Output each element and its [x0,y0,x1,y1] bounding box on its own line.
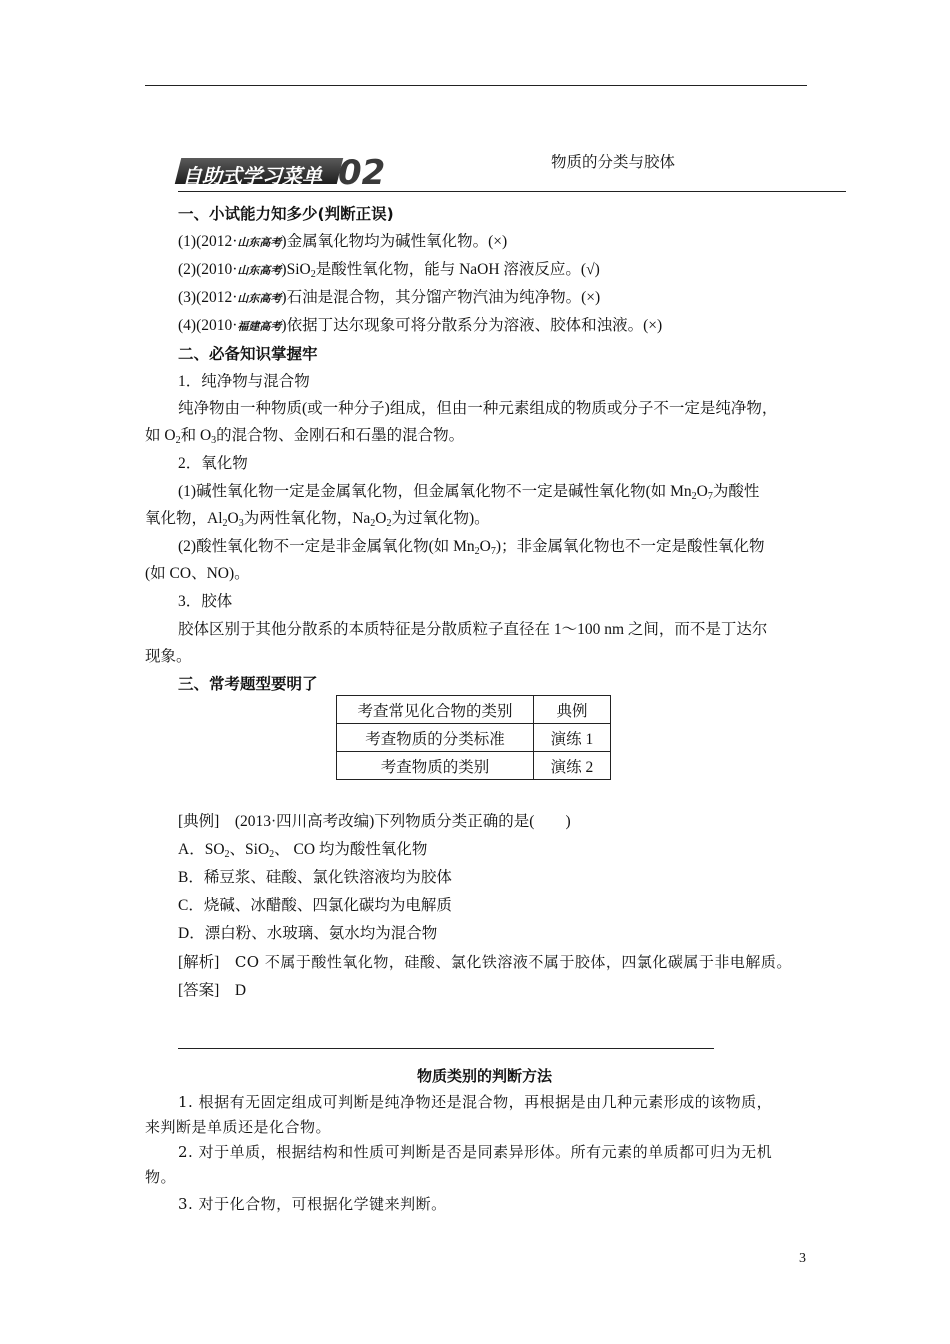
sub2-p1-line1 [178,482,759,502]
method-p2-line1: 2. 对于单质，根据结构和性质可判断是否是同素异形体。所有元素的单质都可归为无机 [178,1143,773,1161]
top-rule [145,85,807,86]
table-row [337,696,611,724]
text-run: 和 O [180,427,212,444]
text-run: )；非金属氧化物也不一定是酸性氧化物 [495,538,765,555]
example-question: [典例] (2013·四川高考改编)下列物质分类正确的是( ) [178,813,571,830]
judge-item-text: )石油是混合物，其分馏产物汽油为纯净物。(×) [281,289,601,306]
sub2-p2-line1 [178,537,765,557]
method-p1-line2: 来判断是单质还是化合物。 [145,1118,332,1136]
judge-item-prefix: (4)(2010· [178,317,238,334]
sub2-p2-line2: (如 CO、NO)。 [145,565,250,582]
subscript: 2 [222,518,228,529]
table-cell: 典例 [534,696,611,724]
text-run: O [227,510,239,527]
banner-dot [174,161,177,164]
judge-item-prefix: (2)(2010· [178,261,238,278]
subscript: 3 [211,435,217,446]
sub1-line1: 纯净物由一种物质(或一种分子)组成，但由一种元素组成的物质或分子不一定是纯净物， [178,400,778,417]
page-number: 3 [799,1251,806,1266]
text-run: O [375,510,387,527]
option-d: D．漂白粉、水玻璃、氨水均为混合物 [178,925,438,942]
subscript: 2 [269,849,275,860]
sub1-line2 [145,426,464,446]
method-rule [178,1048,714,1049]
subscript: 2 [691,491,697,502]
table-cell: 考查物质的类别 [337,752,534,780]
exam-tag: 山东高考 [237,264,282,277]
text-run: A．SO [178,841,225,858]
text-run: (1)碱性氧化物一定是金属氧化物，但金属氧化物不一定是碱性氧化物(如 Mn [178,483,692,500]
answer-text: D [234,982,247,999]
option-a [178,840,427,860]
sub2-title: 2．氧化物 [178,455,248,472]
text-run: 如 O [145,427,176,444]
judge-item-text: )SiO [281,261,311,278]
text-run: O [696,483,708,500]
sub1-title: 1．纯净物与混合物 [178,373,310,390]
page-title: 物质的分类与胶体 [551,153,676,171]
subscript: 2 [474,546,480,557]
sub2-p1-line2 [145,509,490,529]
text-run: 为过氧化物)。 [391,510,490,527]
text-run: O [479,538,491,555]
section1-heading: 一、小试能力知多少(判断正误) [178,205,394,223]
subscript: 2 [224,849,230,860]
section3-heading: 三、常考题型要明了 [178,675,318,693]
analysis-label: [解析] [178,954,235,971]
banner-text: 自助式学习菜单 [182,164,322,188]
subscript: 2 [310,269,316,280]
text-run: 为酸性 [712,483,760,500]
judge-item-3 [178,288,600,309]
table-cell: 考查物质的分类标准 [337,724,534,752]
subscript: 7 [707,491,713,502]
sub3-title: 3．胶体 [178,593,233,610]
table-row [337,752,611,780]
analysis-text: CO 不属于酸性氧化物，硅酸、氯化铁溶液不属于胶体，四氯化碳属于非电解质。 [234,953,792,971]
exam-tag: 山东高考 [237,236,282,249]
subscript: 2 [175,435,181,446]
subscript: 3 [238,518,244,529]
method-p1-line1: 1. 根据有无固定组成可判断是纯净物还是混合物，再根据是由几种元素形成的该物质， [178,1093,773,1111]
exam-tag: 福建高考 [237,320,282,333]
option-b: B．稀豆浆、硅酸、氯化铁溶液均为胶体 [178,869,452,886]
sub3-line1: 胶体区别于其他分散系的本质特征是分散质粒子直径在 1～100 nm 之间，而不是丁达尔 [178,621,768,638]
option-c: C．烧碱、冰醋酸、四氯化碳均为电解质 [178,897,452,914]
judge-item-2 [178,260,600,281]
table-row [337,724,611,752]
method-p2-line2: 物。 [145,1168,177,1186]
subscript: 7 [490,546,496,557]
section2-heading: 二、必备知识掌握牢 [178,345,318,363]
answer [178,981,246,1001]
banner-rule [178,191,846,192]
judge-item-1 [178,232,507,253]
judge-item-prefix: (3)(2012· [178,289,238,306]
table-cell: 考查常见化合物的类别 [337,696,534,724]
banner-number: 02 [338,153,386,193]
answer-label: [答案] [178,982,235,999]
subscript: 2 [370,518,376,529]
text-run: 为两性氧化物，Na [243,510,371,527]
judge-item-text: )金属氧化物均为碱性氧化物。(×) [281,233,508,250]
analysis [178,952,792,973]
judge-item-4 [178,316,662,337]
subscript: 2 [386,518,392,529]
table-cell: 演练 2 [534,752,611,780]
sub3-line2: 现象。 [145,648,192,665]
table-cell: 演练 1 [534,724,611,752]
method-p3: 3. 对于化合物，可根据化学键来判断。 [178,1195,447,1213]
exam-tag: 山东高考 [237,292,282,305]
judge-item-text: )依据丁达尔现象可将分散系分为溶液、胶体和浊液。(×) [281,317,663,334]
text-run: (2)酸性氧化物不一定是非金属氧化物(如 Mn [178,538,475,555]
text-run: 、SiO [229,841,270,858]
text-run: 的混合物、金刚石和石墨的混合物。 [216,427,465,444]
judge-item-text-b: 是酸性氧化物，能与 NaOH 溶液反应。(√) [315,261,600,278]
text-run: 、 CO 均为酸性氧化物 [274,841,428,858]
question-type-table [336,695,611,780]
method-title: 物质类别的判断方法 [417,1067,553,1085]
judge-item-prefix: (1)(2012· [178,233,238,250]
text-run: 氧化物，Al [145,510,223,527]
